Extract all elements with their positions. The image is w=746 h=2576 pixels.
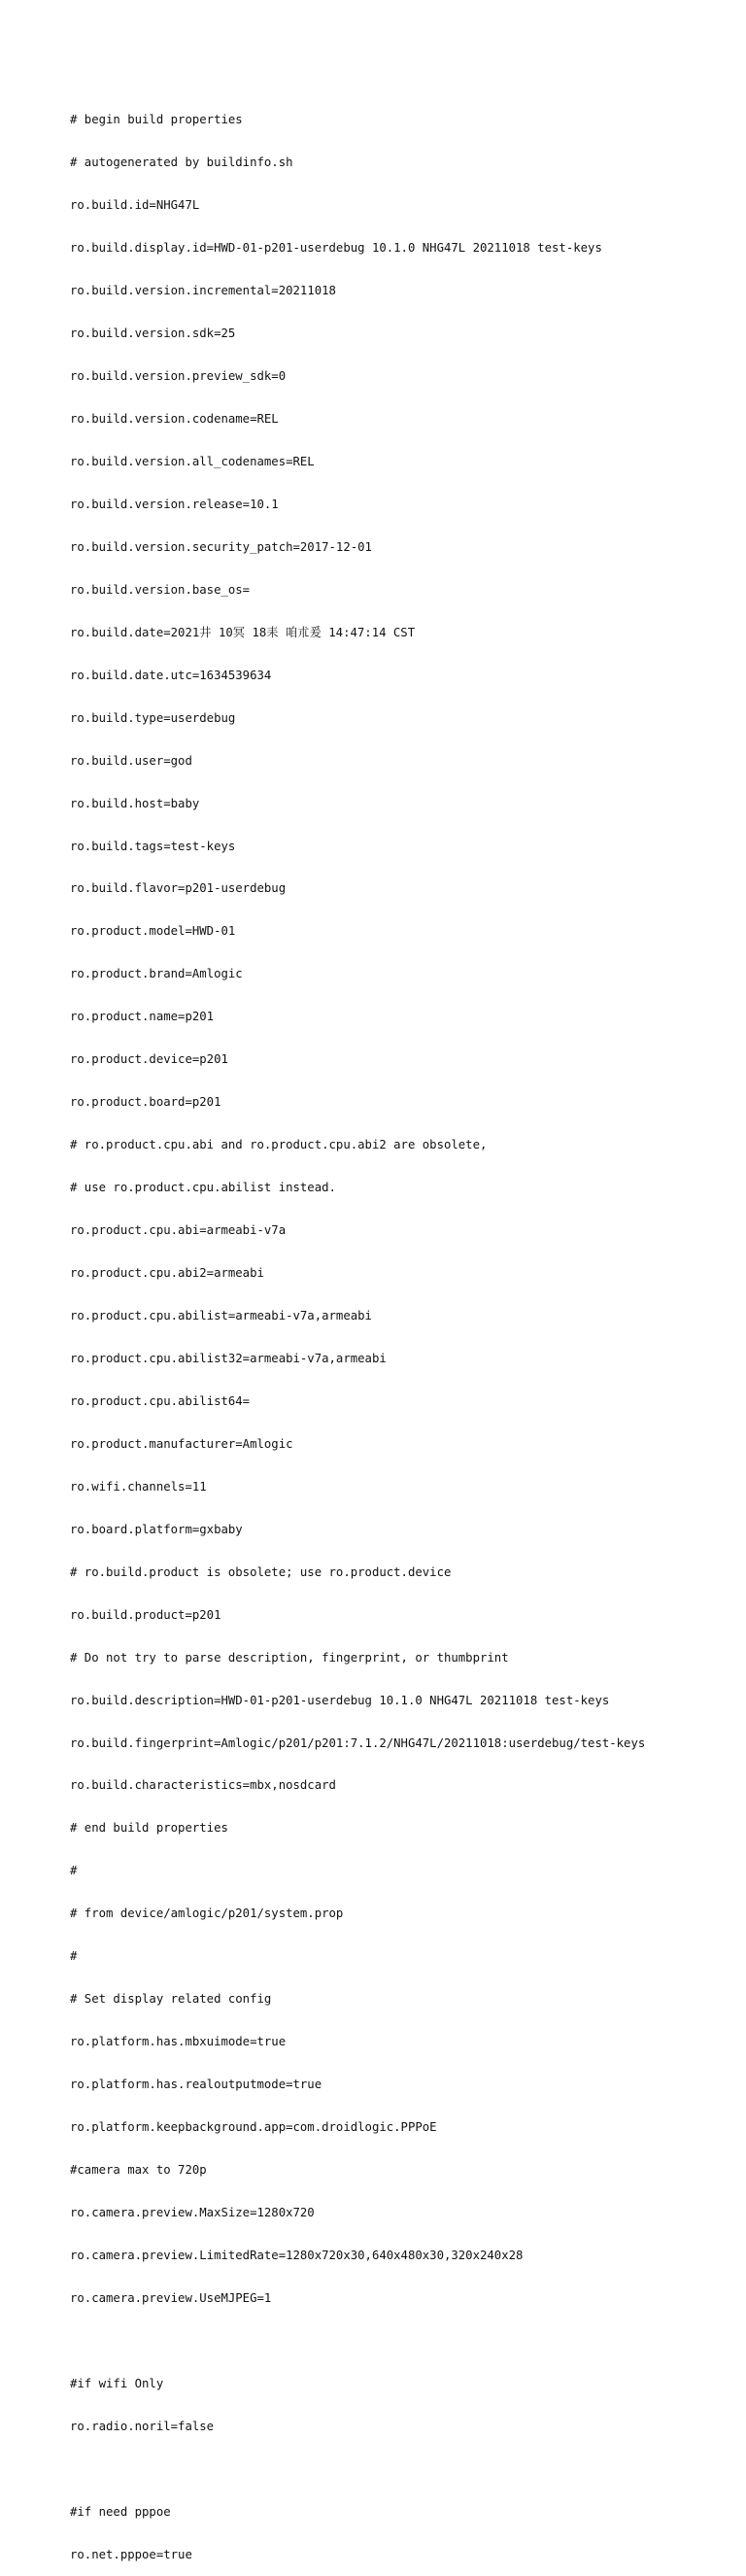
doc-line: ro.build.version.incremental=20211018 bbox=[70, 284, 336, 298]
doc-line: ro.product.name=p201 bbox=[70, 1010, 215, 1024]
doc-line: ro.platform.has.mbxuimode=true bbox=[70, 2035, 287, 2049]
doc-line: #if need pppoe bbox=[70, 2504, 171, 2519]
doc-line: ro.camera.preview.UseMJPEG=1 bbox=[70, 2290, 272, 2305]
doc-line: ro.net.pppoe=true bbox=[70, 2547, 192, 2561]
doc-line: ro.build.version.codename=REL bbox=[70, 411, 279, 426]
doc-line: # ro.product.cpu.abi and ro.product.cpu.abi2 are obsolete, bbox=[70, 1138, 488, 1152]
doc-line bbox=[70, 2462, 730, 2477]
doc-line: ro.build.tags=test-keys bbox=[70, 839, 236, 853]
doc-line: ro.build.version.release=10.1 bbox=[70, 497, 279, 511]
build-prop-document bbox=[70, 85, 730, 2576]
doc-line: # use ro.product.cpu.abilist instead. bbox=[70, 1181, 336, 1195]
doc-line: ro.build.type=userdebug bbox=[70, 710, 236, 725]
doc-line: ro.build.product=p201 bbox=[70, 1607, 221, 1622]
doc-line: #camera max to 720p bbox=[70, 2163, 207, 2178]
doc-line: ro.build.date.utc=1634539634 bbox=[70, 668, 272, 682]
doc-line: # ro.build.product is obsolete; use ro.product.device bbox=[70, 1564, 452, 1579]
doc-line: ro.product.device=p201 bbox=[70, 1052, 228, 1067]
doc-line: # bbox=[70, 1864, 78, 1878]
doc-line: ro.build.date=2021井 10冥 18耒 咱朮爰 14:47:14 CST bbox=[70, 625, 416, 639]
doc-line: # Set display related config bbox=[70, 1992, 272, 2007]
doc-line: ro.product.cpu.abi=armeabi-v7a bbox=[70, 1223, 287, 1238]
doc-line: ro.product.cpu.abilist=armeabi-v7a,armeabi bbox=[70, 1309, 372, 1322]
doc-line: ro.build.host=baby bbox=[70, 796, 200, 810]
doc-line: ro.build.version.sdk=25 bbox=[70, 326, 236, 341]
doc-line: ro.build.characteristics=mbx,nosdcard bbox=[70, 1778, 336, 1793]
doc-line: # end build properties bbox=[70, 1821, 228, 1836]
doc-line: ro.product.brand=Amlogic bbox=[70, 967, 243, 981]
doc-line: ro.build.version.security_patch=2017-12-01 bbox=[70, 539, 372, 554]
doc-line: ro.build.id=NHG47L bbox=[70, 198, 200, 213]
doc-line: # bbox=[70, 1949, 78, 1964]
doc-line: ro.platform.keepbackground.app=com.droidlogic.PPPoE bbox=[70, 2120, 437, 2135]
doc-line: ro.product.manufacturer=Amlogic bbox=[70, 1436, 293, 1451]
doc-line: #if wifi Only bbox=[70, 2376, 164, 2390]
doc-line bbox=[70, 2334, 730, 2349]
doc-line: ro.build.display.id=HWD-01-p201-userdebug 10.1.0 NHG47L 20211018 test-keys bbox=[70, 241, 602, 256]
doc-line: ro.build.version.base_os= bbox=[70, 582, 251, 597]
doc-line: # autogenerated by buildinfo.sh bbox=[70, 155, 293, 170]
doc-line: # begin build properties bbox=[70, 113, 243, 127]
doc-line: ro.build.flavor=p201-userdebug bbox=[70, 881, 287, 896]
doc-line: ro.build.fingerprint=Amlogic/p201/p201:7.1.2/NHG47L/20211018:userdebug/test-keys bbox=[70, 1735, 646, 1750]
doc-line: ro.build.version.preview_sdk=0 bbox=[70, 369, 287, 384]
doc-line: ro.build.version.all_codenames=REL bbox=[70, 454, 315, 468]
doc-line: ro.platform.has.realoutputmode=true bbox=[70, 2078, 322, 2092]
doc-line: ro.product.cpu.abilist32=armeabi-v7a,armeabi bbox=[70, 1351, 387, 1365]
doc-line: # Do not try to parse description, fingerprint, or thumbprint bbox=[70, 1650, 509, 1665]
doc-line: ro.product.model=HWD-01 bbox=[70, 924, 236, 939]
doc-line: ro.radio.noril=false bbox=[70, 2419, 215, 2433]
doc-line: ro.wifi.channels=11 bbox=[70, 1479, 207, 1494]
doc-line: ro.product.cpu.abilist64= bbox=[70, 1393, 251, 1408]
doc-line: ro.build.description=HWD-01-p201-userdebug 10.1.0 NHG47L 20211018 test-keys bbox=[70, 1693, 610, 1707]
doc-line: ro.camera.preview.LimitedRate=1280x720x30,640x480x30,320x240x28 bbox=[70, 2248, 524, 2262]
doc-line: ro.build.user=god bbox=[70, 753, 192, 768]
doc-line: ro.product.cpu.abi2=armeabi bbox=[70, 1266, 264, 1281]
doc-line: ro.product.board=p201 bbox=[70, 1095, 221, 1110]
doc-line: # from device/amlogic/p201/system.prop bbox=[70, 1906, 344, 1921]
doc-line: ro.camera.preview.MaxSize=1280x720 bbox=[70, 2206, 315, 2220]
doc-line: ro.board.platform=gxbaby bbox=[70, 1522, 243, 1536]
